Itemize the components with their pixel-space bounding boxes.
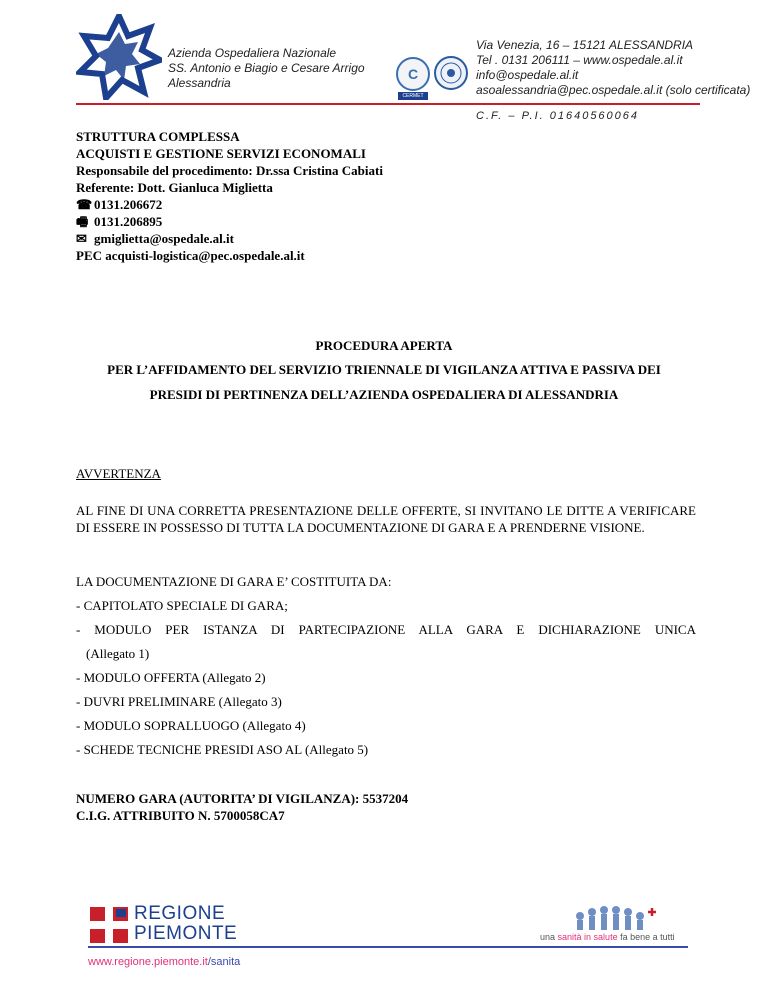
- gara-number: NUMERO GARA (AUTORITA’ DI VIGILANZA): 5537204: [76, 791, 409, 806]
- office-line-structure: STRUTTURA COMPLESSA: [76, 129, 240, 144]
- office-email: ✉ gmiglietta@ospedale.al.it: [76, 231, 234, 246]
- phone-icon: ☎: [76, 197, 93, 212]
- hospital-logo: [76, 14, 162, 100]
- warning-text: AL FINE DI UNA CORRETTA PRESENTAZIONE DELLE OFFERTE, SI INVITANO LE DITTE A VERIFICARE DI ESSERE IN POSSESSO DI TUTTA LA DOCUMENTAZIONE DI GARA E A PRENDERNE VISIONE.: [76, 503, 696, 535]
- cermet-certification-logo: [394, 56, 432, 102]
- footer-website-link[interactable]: www.regione.piemonte.it/sanita: [88, 956, 241, 968]
- header-divider: [76, 103, 700, 105]
- org-name: Azienda Ospedaliera Nazionale SS. Antonio e Biagio e Cesare Arrigo Alessandria: [168, 46, 365, 90]
- docs-item: - SCHEDE TECNICHE PRESIDI ASO AL (Allegato 5): [76, 742, 369, 757]
- docs-item: - CAPITOLATO SPECIALE DI GARA;: [76, 598, 288, 613]
- fax-icon: 🖷: [76, 214, 89, 229]
- docs-intro: LA DOCUMENTAZIONE DI GARA E’ COSTITUITA DA:: [76, 574, 392, 589]
- office-pec: PEC acquisti-logistica@pec.ospedale.al.it: [76, 248, 305, 263]
- office-fax: 🖷 0131.206895: [76, 214, 163, 229]
- office-line-referent: Referente: Dott. Gianluca Miglietta: [76, 180, 273, 195]
- gara-cig: C.I.G. ATTRIBUITO N. 5700058CA7: [76, 808, 285, 823]
- docs-item: - MODULO SOPRALLUOGO (Allegato 4): [76, 718, 306, 733]
- footer-divider: [88, 946, 688, 948]
- health-slogan: una sanità in salute fa bene a tutti: [540, 932, 675, 942]
- office-line-department: ACQUISTI E GESTIONE SERVIZI ECONOMALI: [76, 146, 366, 161]
- regione-line2: PIEMONTE: [134, 923, 238, 944]
- accreditation-seal: [434, 56, 468, 90]
- warning-heading: AVVERTENZA: [76, 466, 161, 481]
- docs-item: - DUVRI PRELIMINARE (Allegato 3): [76, 694, 282, 709]
- procedure-title: PROCEDURA APERTA: [315, 338, 453, 353]
- office-block: [76, 128, 383, 264]
- office-line-responsible: Responsabile del procedimento: Dr.ssa Cristina Cabiati: [76, 163, 383, 178]
- contact-block: Via Venezia, 16 – 15121 ALESSANDRIA Tel . 0131 206111 – www.ospedale.al.it info@ospedale.al.it asoalessandria@pec.ospedale.al.it (solo certificata): [476, 38, 751, 97]
- tax-code: C.F. – P.I. 01640560064: [476, 110, 640, 122]
- mail-icon: ✉: [76, 231, 87, 246]
- docs-item: - MODULO OFFERTA (Allegato 2): [76, 670, 266, 685]
- cermet-label: CERMET: [402, 93, 424, 99]
- regione-piemonte-logo: [90, 903, 240, 944]
- office-phone: ☎ 0131.206672: [76, 197, 163, 212]
- docs-item: - MODULO PER ISTANZA DI PARTECIPAZIONE ALLA GARA E DICHIARAZIONE UNICA: [76, 622, 696, 637]
- svg-text:C: C: [407, 66, 419, 82]
- procedure-subtitle-1: PER L’AFFIDAMENTO DEL SERVIZIO TRIENNALE DI VIGILANZA ATTIVA E PASSIVA DEI: [107, 362, 661, 377]
- regione-line1: REGIONE: [134, 903, 226, 924]
- people-illustration-icon: [572, 902, 656, 932]
- procedure-subtitle-2: PRESIDI DI PERTINENZA DELL’AZIENDA OSPEDALIERA DI ALESSANDRIA: [149, 387, 619, 402]
- docs-item-continuation: (Allegato 1): [86, 646, 150, 661]
